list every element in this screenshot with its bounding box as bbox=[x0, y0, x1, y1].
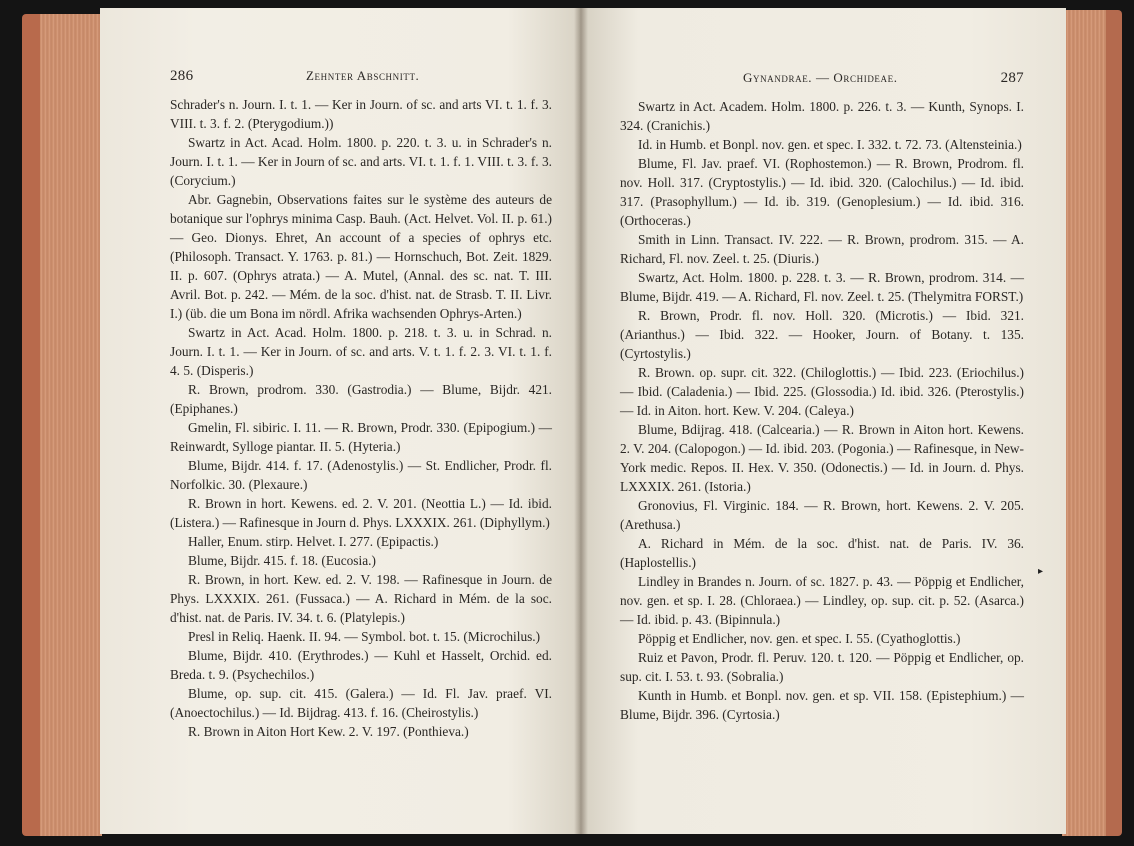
paragraph: Haller, Enum. stirp. Helvet. I. 277. (Epipactis.) bbox=[188, 534, 439, 549]
paragraph: R. Brown in hort. Kewens. ed. 2. V. 201. (Neottia L.) — Id. ibid. (Listera.) — Rafinesque in Journ d. Phys. LXXXIX. 261. (Diphyllym.) bbox=[170, 496, 552, 530]
running-head: Gynandrae. — Orchideae. bbox=[743, 70, 898, 85]
paragraph: Blume, op. sup. cit. 415. (Galera.) — Id. Fl. Jav. praef. VI. (Anoectochilus.) — Id. Bijdrag. 413. f. 16. (Cheirostylis.) bbox=[170, 686, 552, 720]
right-page bbox=[580, 8, 1066, 834]
right-page-header bbox=[620, 70, 1024, 87]
book-gutter bbox=[574, 8, 588, 834]
left-page bbox=[100, 8, 580, 834]
paragraph: A. Richard in Mém. de la soc. d'hist. nat. de Paris. IV. 36. (Haplostellis.) bbox=[620, 536, 1024, 570]
paragraph: Kunth in Humb. et Bonpl. nov. gen. et sp. VII. 158. (Epistephium.) — Blume, Bijdr. 396. (Cyrtosia.) bbox=[620, 688, 1024, 722]
paragraph: Gmelin, Fl. sibiric. I. 11. — R. Brown, Prodr. 330. (Epipogium.) — Reinwardt, Sylloge piantar. II. 5. (Hyteria.) bbox=[170, 420, 552, 454]
left-page-header bbox=[170, 68, 552, 85]
page-edges-left bbox=[40, 14, 102, 836]
paragraph: R. Brown, Prodr. fl. nov. Holl. 320. (Microtis.) — Ibid. 321. (Arianthus.) — Ibid. 322. — Hooker, Journ. of Botany. t. 135. (Cyrtostylis.) bbox=[620, 308, 1024, 361]
paragraph: Id. in Humb. et Bonpl. nov. gen. et spec. I. 332. t. 72. 73. (Altensteinia.) bbox=[638, 137, 1022, 152]
paragraph: Smith in Linn. Transact. IV. 222. — R. Brown, prodrom. 315. — A. Richard, Fl. nov. Zeel. t. 25. (Diuris.) bbox=[620, 232, 1024, 266]
page-number: 286 bbox=[170, 68, 194, 84]
paragraph: Swartz in Act. Academ. Holm. 1800. p. 226. t. 3. — Kunth, Synops. I. 324. (Cranichis.) bbox=[620, 99, 1024, 133]
paragraph: Blume, Bijdr. 414. f. 17. (Adenostylis.) — St. Endlicher, Prodr. fl. Norfolkic. 30. (Plexaure.) bbox=[170, 458, 552, 492]
paragraph: Blume, Bdijrag. 418. (Calcearia.) — R. Brown in Aiton hort. Kewens. 2. V. 204. (Calopogon.) — Id. ibid. 203. (Pogonia.) — Rafinesque, in New-York medic. Repos. II. Hex. V. 350. (Odonectis.) — Id. in Journ. d. Phys. LXXXIX. 261. (Istoria.) bbox=[620, 422, 1024, 494]
paragraph: Abr. Gagnebin, Observations faites sur le système des auteurs de botanique sur l'ophrys minima Casp. Bauh. (Act. Helvet. Vol. II. p. 61.) — Geo. Dionys. Ehret, An account of a species of ophrys etc. (Philosoph. Transact. Y. 1763. p. 81.) — Hornschuch, Bot. Zeit. 1829. II. p. 607. (Ophrys atrata.) — A. Mutel, (Annal. des sc. nat. T. III. Avril. Bot. p. 242. — Mém. de la soc. d'hist. nat. de Strasb. T. II. Livr. I.) (üb. die um Bona im nördl. Afrika wachsenden Ophrys-Arten.) bbox=[170, 192, 552, 321]
running-head: Zehnter Abschnitt. bbox=[305, 68, 420, 83]
paragraph: Presl in Reliq. Haenk. II. 94. — Symbol. bot. t. 15. (Microchilus.) bbox=[188, 629, 541, 644]
paragraph: Swartz in Act. Acad. Holm. 1800. p. 218. t. 3. u. in Schrad. n. Journ. I. t. 1. — Ker in Journ. of sc. and arts. V. t. 1. f. 2. 3. VI. t. 1. f. 4. 5. (Disperis.) bbox=[170, 325, 552, 378]
paragraph: R. Brown in Aiton Hort Kew. 2. V. 197. (Ponthieva.) bbox=[188, 724, 469, 739]
paragraph: Lindley in Brandes n. Journ. of sc. 1827. p. 43. — Pöppig et Endlicher, nov. gen. et sp. I. 28. (Chloraea.) — Lindley, op. sup. cit. p. 52. (Asarca.) — Id. ibid. p. 43. (Bipinnula.) bbox=[620, 574, 1024, 627]
paragraph: Schrader's n. Journ. I. t. 1. — Ker in Journ. of sc. and arts VI. t. 1. f. 3. VIII. t. 3. f. 2. (Pterygodium.)) bbox=[170, 97, 552, 131]
paragraph: Pöppig et Endlicher, nov. gen. et spec. I. 55. (Cyathoglottis.) bbox=[638, 631, 961, 646]
paragraph: Blume, Fl. Jav. praef. VI. (Rophostemon.) — R. Brown, Prodrom. fl. nov. Holl. 317. (Cryptostylis.) — Id. ibid. 320. (Calochilus.) — Id. ibid. 317. (Prasophyllum.) — Id. ib. 319. (Genoplesium.) — Id. ibid. 316. (Orthoceras.) bbox=[620, 156, 1024, 228]
right-page-body bbox=[620, 97, 1024, 724]
ink-mark: ▸ bbox=[1038, 566, 1044, 577]
paragraph: R. Brown. op. supr. cit. 322. (Chiloglottis.) — Ibid. 223. (Eriochilus.) — Ibid. (Caladenia.) — Ibid. 225. (Glossodia.) Id. ibid. 326. (Pterostylis.) — Id. in Aiton. hort. Kew. V. 204. (Caleya.) bbox=[620, 365, 1024, 418]
paragraph: Swartz in Act. Acad. Holm. 1800. p. 220. t. 3. u. in Schrader's n. Journ. I. t. 1. — Ker in Journ of sc. and arts. VI. t. 1. f. 1. VIII. t. 3. f. 3. (Corycium.) bbox=[170, 135, 552, 188]
paragraph: R. Brown, in hort. Kew. ed. 2. V. 198. — Rafinesque in Journ. de Phys. LXXXIX. 261. (Fussaca.) — A. Richard in Mém. de la soc. d'hist. nat. de Paris. IV. 34. t. 6. (Platylepis.) bbox=[170, 572, 552, 625]
paragraph: Ruiz et Pavon, Prodr. fl. Peruv. 120. t. 120. — Pöppig et Endlicher, op. sup. cit. I. 53. t. 93. (Sobralia.) bbox=[620, 650, 1024, 684]
page-number: 287 bbox=[1000, 70, 1024, 86]
paragraph: R. Brown, prodrom. 330. (Gastrodia.) — Blume, Bijdr. 421. (Epiphanes.) bbox=[170, 382, 552, 416]
left-page-body bbox=[170, 95, 552, 741]
paragraph: Swartz, Act. Holm. 1800. p. 228. t. 3. — R. Brown, prodrom. 314. — Blume, Bijdr. 419. — A. Richard, Fl. nov. Zeel. t. 25. (Thelymitra FORST.) bbox=[620, 270, 1024, 304]
paragraph: Blume, Bijdr. 410. (Erythrodes.) — Kuhl et Hasselt, Orchid. ed. Breda. t. 9. (Psychechilos.) bbox=[170, 648, 552, 682]
paragraph: Blume, Bijdr. 415. f. 18. (Eucosia.) bbox=[188, 553, 376, 568]
page-edges-right bbox=[1062, 10, 1106, 836]
paragraph: Gronovius, Fl. Virginic. 184. — R. Brown, hort. Kewens. 2. V. 205. (Arethusa.) bbox=[620, 498, 1024, 532]
